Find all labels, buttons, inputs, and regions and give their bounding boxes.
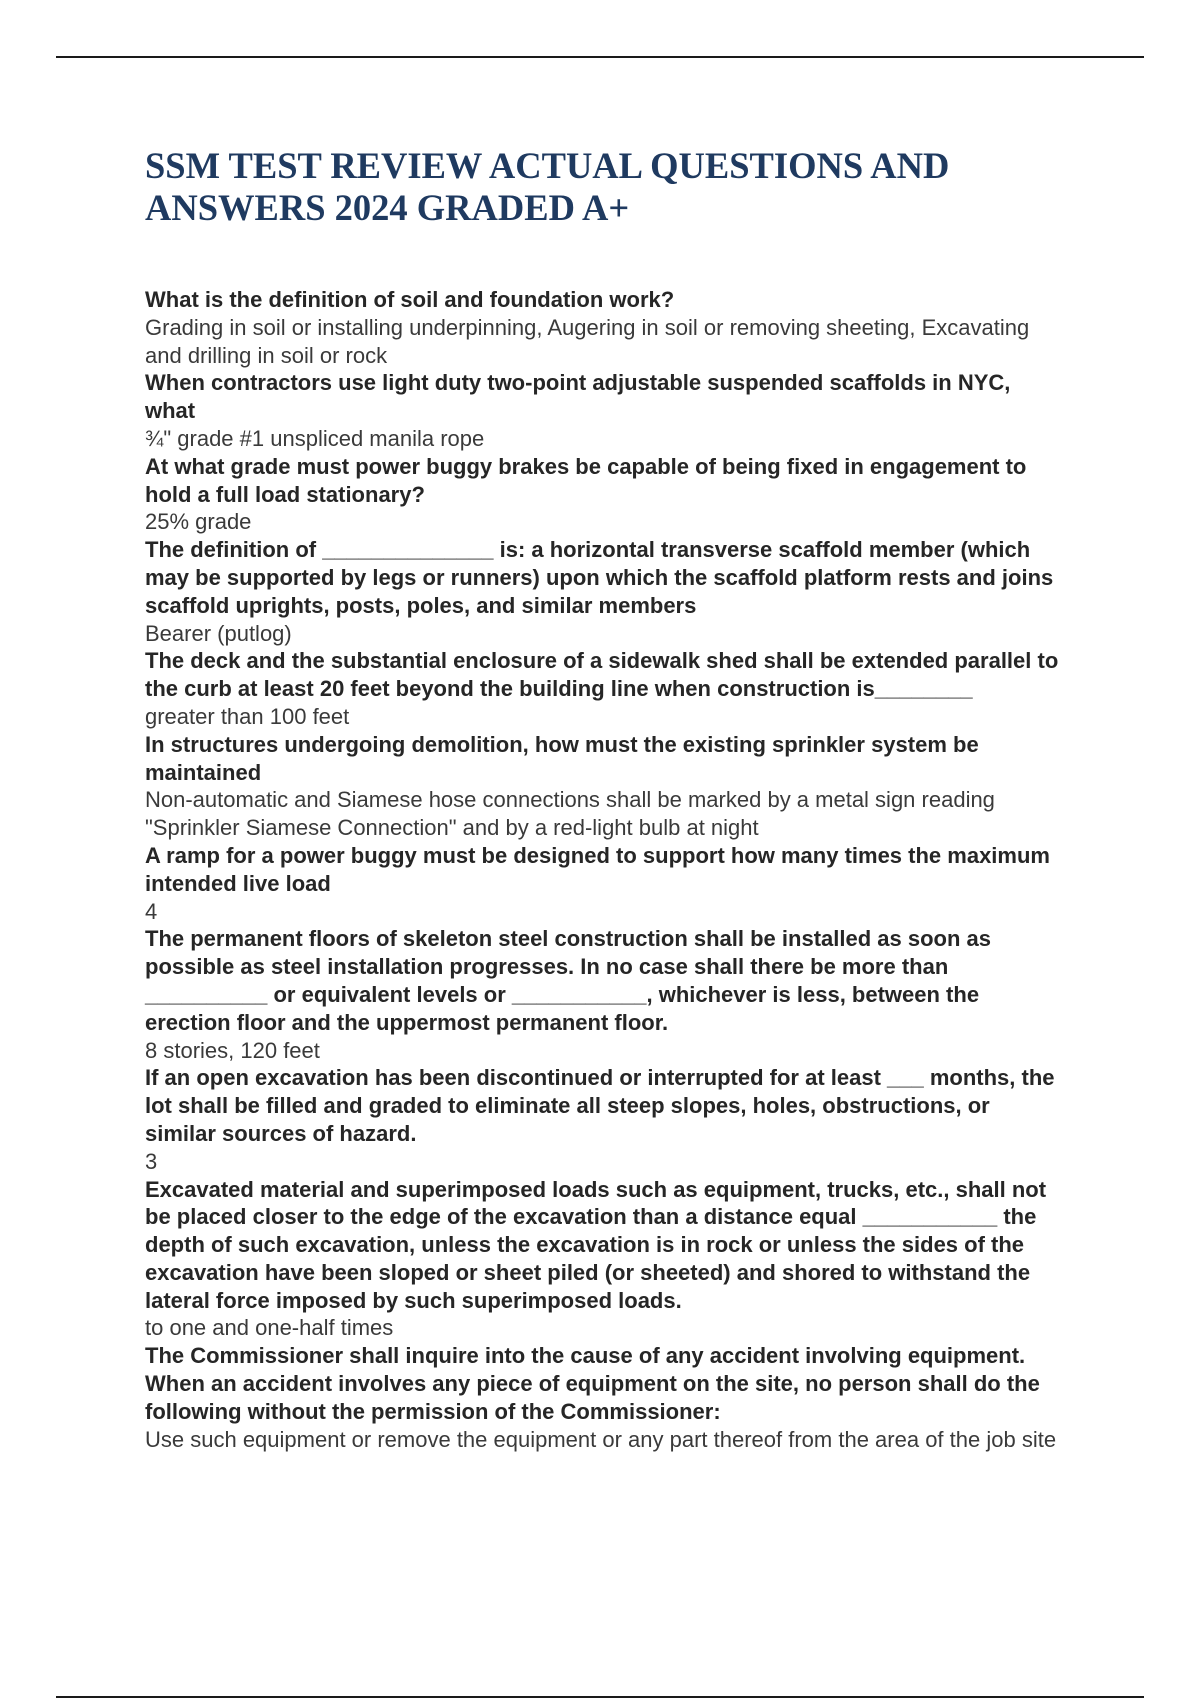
answer-text: Grading in soil or installing underpinning, Augering in soil or removing sheeting, Excavating and drilling in soil or rock <box>145 314 1030 368</box>
question-text: When contractors use light duty two-point adjustable suspended scaffolds in NYC, what <box>145 370 1011 424</box>
question-text: In structures undergoing demolition, how must the existing sprinkler system be maintained <box>145 731 979 785</box>
answer-text: Non-automatic and Siamese hose connections shall be marked by a metal sign reading "Sprinkler Siamese Connection" and by a red-light bulb at night <box>145 787 995 841</box>
question-text: The Commissioner shall inquire into the cause of any accident involving equipment. When an accident involves any piece of equipment on the site, no person shall do the following without the permission of the Commissioner: <box>145 1343 1040 1424</box>
document-title: SSM TEST REVIEW ACTUAL QUESTIONS AND ANSWERS 2024 GRADED A+ <box>145 145 950 228</box>
qa-item <box>145 1176 1065 1343</box>
answer-text: 25% grade <box>145 509 252 535</box>
bottom-divider <box>56 1696 1144 1698</box>
answer-text: Bearer (putlog) <box>145 620 292 646</box>
qa-list <box>145 286 1065 1453</box>
qa-item <box>145 453 1065 536</box>
qa-item <box>145 925 1065 1064</box>
answer-text: to one and one-half times <box>145 1315 394 1341</box>
question-text: At what grade must power buggy brakes be capable of being fixed in engagement to hold a full load stationary? <box>145 453 1027 507</box>
qa-item <box>145 647 1065 730</box>
question-text: The permanent floors of skeleton steel construction shall be installed as soon as possible as steel installation progresses. In no case shall there be more than __________ or equivalent levels or ___________, whichever is less, between the erection floor and the uppermost permanent floor. <box>145 926 991 1035</box>
question-text: The deck and the substantial enclosure of a sidewalk shed shall be extended parallel to the curb at least 20 feet beyond the building line when construction is________ <box>145 648 1059 702</box>
qa-item <box>145 842 1065 925</box>
answer-text: Use such equipment or remove the equipment or any part thereof from the area of the job site <box>145 1426 1057 1452</box>
qa-item <box>145 536 1065 647</box>
answer-text: greater than 100 feet <box>145 703 350 729</box>
question-text: Excavated material and superimposed loads such as equipment, trucks, etc., shall not be placed closer to the edge of the excavation than a distance equal ___________ the depth of such excavation, unless the excavation is in rock or unless the sides of the excavation have been sloped or sheet piled (or sheeted) and shored to withstand the lateral force imposed by such superimposed loads. <box>145 1176 1047 1313</box>
question-text: What is the definition of soil and foundation work? <box>145 287 675 312</box>
qa-item <box>145 731 1065 842</box>
top-divider <box>56 56 1144 58</box>
qa-item <box>145 286 1065 369</box>
answer-text: ¾" grade #1 unspliced manila rope <box>145 425 485 451</box>
question-text: A ramp for a power buggy must be designed to support how many times the maximum intended live load <box>145 842 1050 896</box>
qa-item <box>145 1342 1065 1453</box>
answer-text: 8 stories, 120 feet <box>145 1037 320 1063</box>
question-text: If an open excavation has been discontinued or interrupted for at least ___ months, the lot shall be filled and graded to eliminate all steep slopes, holes, obstructions, or similar sources of hazard. <box>145 1065 1055 1146</box>
qa-item <box>145 369 1065 452</box>
answer-text: 4 <box>145 898 158 924</box>
answer-text: 3 <box>145 1148 158 1174</box>
qa-item <box>145 1064 1065 1175</box>
question-text: The definition of ______________ is: a horizontal transverse scaffold member (which may be supported by legs or runners) upon which the scaffold platform rests and joins scaffold uprights, posts, poles, and similar members <box>145 537 1054 618</box>
